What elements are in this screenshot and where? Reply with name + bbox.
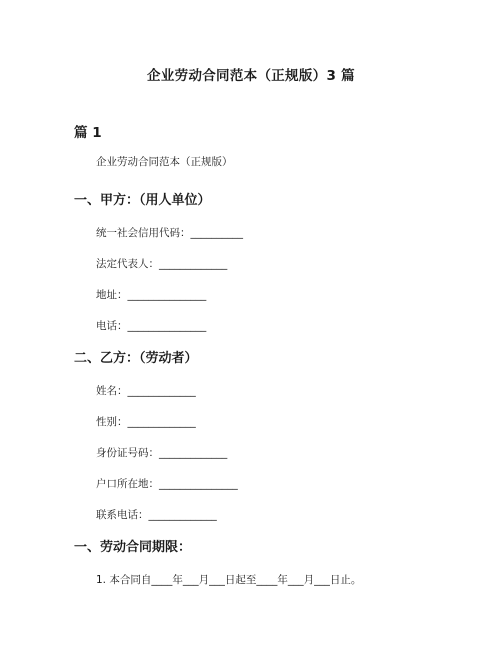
section-contract-term-heading: 一、劳动合同期限： [74, 540, 192, 555]
field-contact-phone: 联系电话：_____________ [96, 509, 217, 521]
contract-term-item: 1. 本合同自____年___月___日起至____年___月___日止。 [96, 574, 362, 586]
document-title: 企业劳动合同范本（正规版）3 篇 [147, 68, 355, 84]
field-legal-representative: 法定代表人：_____________ [96, 258, 228, 270]
field-credit-code: 统一社会信用代码：__________ [96, 227, 243, 239]
field-gender: 性别：_____________ [96, 416, 196, 428]
section-party-a-heading: 一、甲方：（用人单位） [74, 193, 211, 208]
section-party-b-heading: 二、乙方：（劳动者） [74, 351, 198, 366]
field-name: 姓名：_____________ [96, 385, 196, 397]
part-heading: 篇 1 [74, 125, 102, 141]
document-subtitle: 企业劳动合同范本（正规版） [96, 156, 233, 168]
field-address: 地址：_______________ [96, 289, 207, 301]
field-phone: 电话：_______________ [96, 320, 207, 332]
field-id-number: 身份证号码：_____________ [96, 447, 228, 459]
field-household-registration: 户口所在地：_______________ [96, 478, 238, 490]
